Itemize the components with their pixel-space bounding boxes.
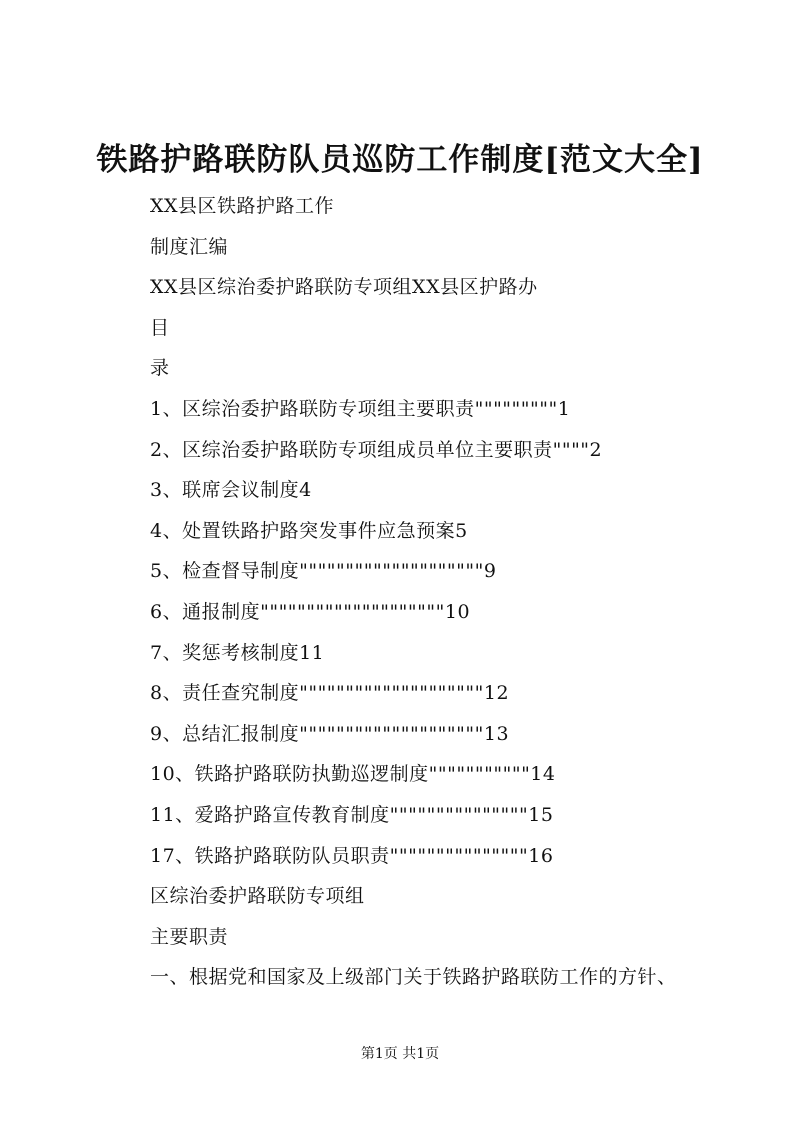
- body-line: XX县区综治委护路联防专项组XX县区护路办: [150, 276, 538, 299]
- toc-item: 8、责任查究制度""""""""""""""""""""12: [150, 682, 510, 705]
- toc-item: 7、奖惩考核制度11: [150, 641, 325, 664]
- toc-heading-part-2: 录: [150, 357, 170, 380]
- toc-item: 1、区综治委护路联防专项组主要职责"""""""""1: [150, 397, 571, 420]
- page-footer: 第1页 共1页: [360, 1046, 440, 1062]
- toc-item: 2、区综治委护路联防专项组成员单位主要职责""""2: [150, 438, 603, 461]
- paragraph-line: 一、根据党和国家及上级部门关于铁路护路联防工作的方针、: [150, 966, 677, 989]
- section-subheading: 主要职责: [150, 925, 229, 948]
- toc-item: 3、联席会议制度4: [150, 479, 312, 502]
- document-title: 铁路护路联防队员巡防工作制度[范文大全]: [96, 142, 704, 178]
- toc-item: 5、检查督导制度""""""""""""""""""""9: [150, 560, 497, 583]
- toc-item: 6、通报制度""""""""""""""""""""10: [150, 600, 471, 623]
- document-body: [150, 186, 770, 998]
- toc-heading-part-1: 目: [150, 316, 170, 339]
- toc-item: 9、总结汇报制度""""""""""""""""""""13: [150, 722, 510, 745]
- toc-item: 4、处置铁路护路突发事件应急预案5: [150, 519, 468, 542]
- toc-item: 10、铁路护路联防执勤巡逻制度"""""""""""14: [150, 763, 556, 786]
- body-line: XX县区铁路护路工作: [150, 195, 335, 217]
- section-heading: 区综治委护路联防专项组: [150, 885, 365, 908]
- body-line: 制度汇编: [150, 235, 229, 258]
- toc-item: 17、铁路护路联防队员职责"""""""""""""""16: [150, 844, 554, 867]
- toc-item: 11、爱路护路宣传教育制度"""""""""""""""15: [150, 803, 554, 826]
